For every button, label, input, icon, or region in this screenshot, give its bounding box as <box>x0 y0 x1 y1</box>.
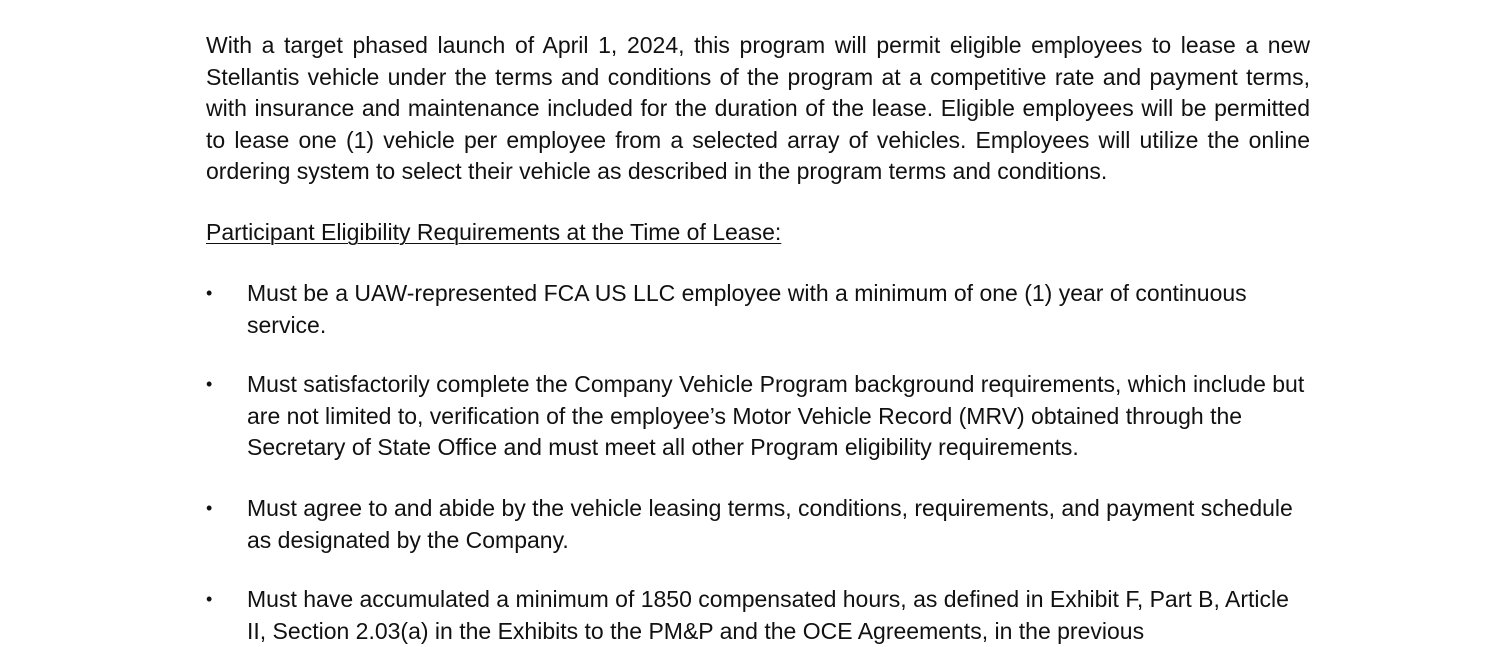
intro-paragraph: With a target phased launch of April 1, 2024, this program will permit eligible employees to lease a new Stellantis vehicle under the terms and conditions of the program at a competitive rate and payment terms, with insurance and maintenance included for the duration of the lease. Eligible employees will be permitted to lease one (1) vehicle per employee from a selected array of vehicles. Employees will utilize the online ordering system to select their vehicle as described in the program terms and conditions. <box>206 32 1310 184</box>
bullet-icon: • <box>206 589 213 609</box>
list-item-text: Must satisfactorily complete the Company Vehicle Program background requirements, which include but are not limited to, verification of the employee’s Motor Vehicle Record (MRV) obtained through the Secretary of State Office and must meet all other Program eligibility requirements. <box>247 371 1305 460</box>
list-item-text: Must agree to and abide by the vehicle leasing terms, conditions, requirements, and payment schedule as designated by the Company. <box>247 495 1293 553</box>
list-item <box>206 493 1310 556</box>
bullet-icon: • <box>206 374 213 394</box>
bullet-icon: • <box>206 498 213 518</box>
bullet-icon: • <box>206 283 213 303</box>
list-item <box>206 369 1310 464</box>
list-item <box>206 278 1310 341</box>
list-item <box>206 584 1310 647</box>
list-item-text: Must be a UAW-represented FCA US LLC employee with a minimum of one (1) year of continuous service. <box>247 280 1247 338</box>
section-heading: Participant Eligibility Requirements at the Time of Lease: <box>206 219 782 245</box>
list-item-text: Must have accumulated a minimum of 1850 compensated hours, as defined in Exhibit F, Part B, Article II, Section 2.03(a) in the Exhibits to the PM&P and the OCE Agreements, in the previous <box>247 586 1289 644</box>
